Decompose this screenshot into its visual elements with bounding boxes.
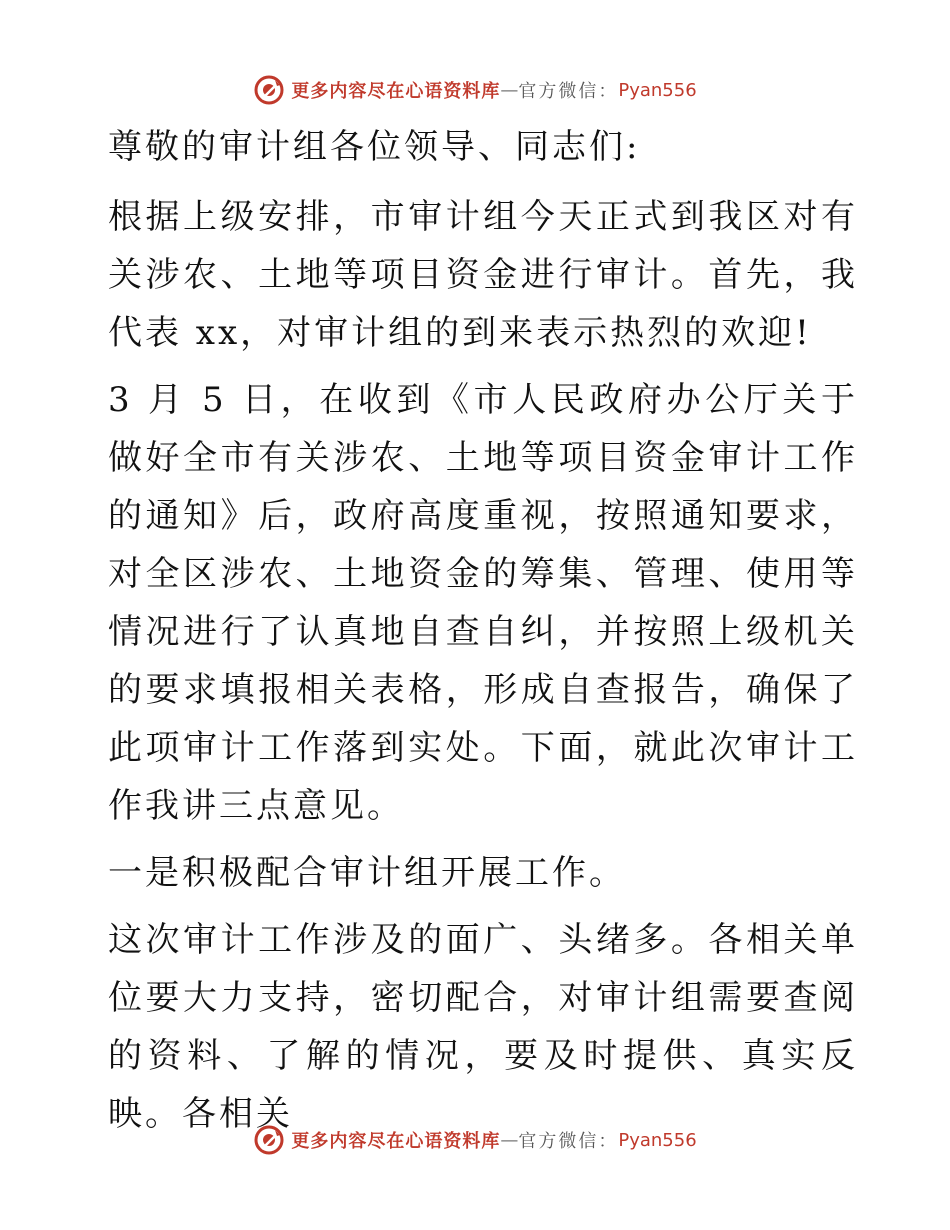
footer-watermark — [0, 1120, 950, 1160]
header-watermark — [0, 70, 950, 110]
paragraph-section-1: 这次审计工作涉及的面广、头绪多。各相关单位要大力支持，密切配合，对审计组需要查阅的资料、了解的情况，要及时提供、真实反映。各相关 — [108, 920, 858, 1134]
salutation: 尊敬的审计组各位领导、同志们: — [108, 127, 641, 167]
logo-icon — [253, 74, 285, 106]
watermark-label: 官方微信： — [518, 81, 619, 102]
watermark-brand: 更多内容尽在心语资料库 — [291, 81, 501, 102]
paragraph-background: 3 月 5 日，在收到《市人民政府办公厅关于做好全市有关涉农、土地等项目资金审计工作的通知》后，政府高度重视，按照通知要求，对全区涉农、土地资金的筹集、管理、使用等情况进行了认真地自查自纠，并按照上级机关的要求填报相关表格，形成自查报告，确保了此项审计工作落到实处。下面，就此次审计工作我讲三点意见。 — [108, 380, 858, 826]
watermark-brand: 更多内容尽在心语资料库 — [291, 1131, 501, 1152]
logo-icon — [253, 1124, 285, 1156]
watermark-label: 官方微信： — [518, 1131, 619, 1152]
watermark-separator: — — [500, 79, 519, 101]
watermark-separator: — — [500, 1129, 519, 1151]
watermark-id: Pyan556 — [618, 1129, 697, 1151]
watermark-id: Pyan556 — [618, 79, 697, 101]
section-heading-1: 一是积极配合审计组开展工作。 — [108, 853, 626, 893]
paragraph-intro: 根据上级安排，市审计组今天正式到我区对有关涉农、土地等项目资金进行审计。首先，我代表 xx，对审计组的到来表示热烈的欢迎! — [108, 197, 858, 353]
document-body — [98, 118, 858, 1152]
